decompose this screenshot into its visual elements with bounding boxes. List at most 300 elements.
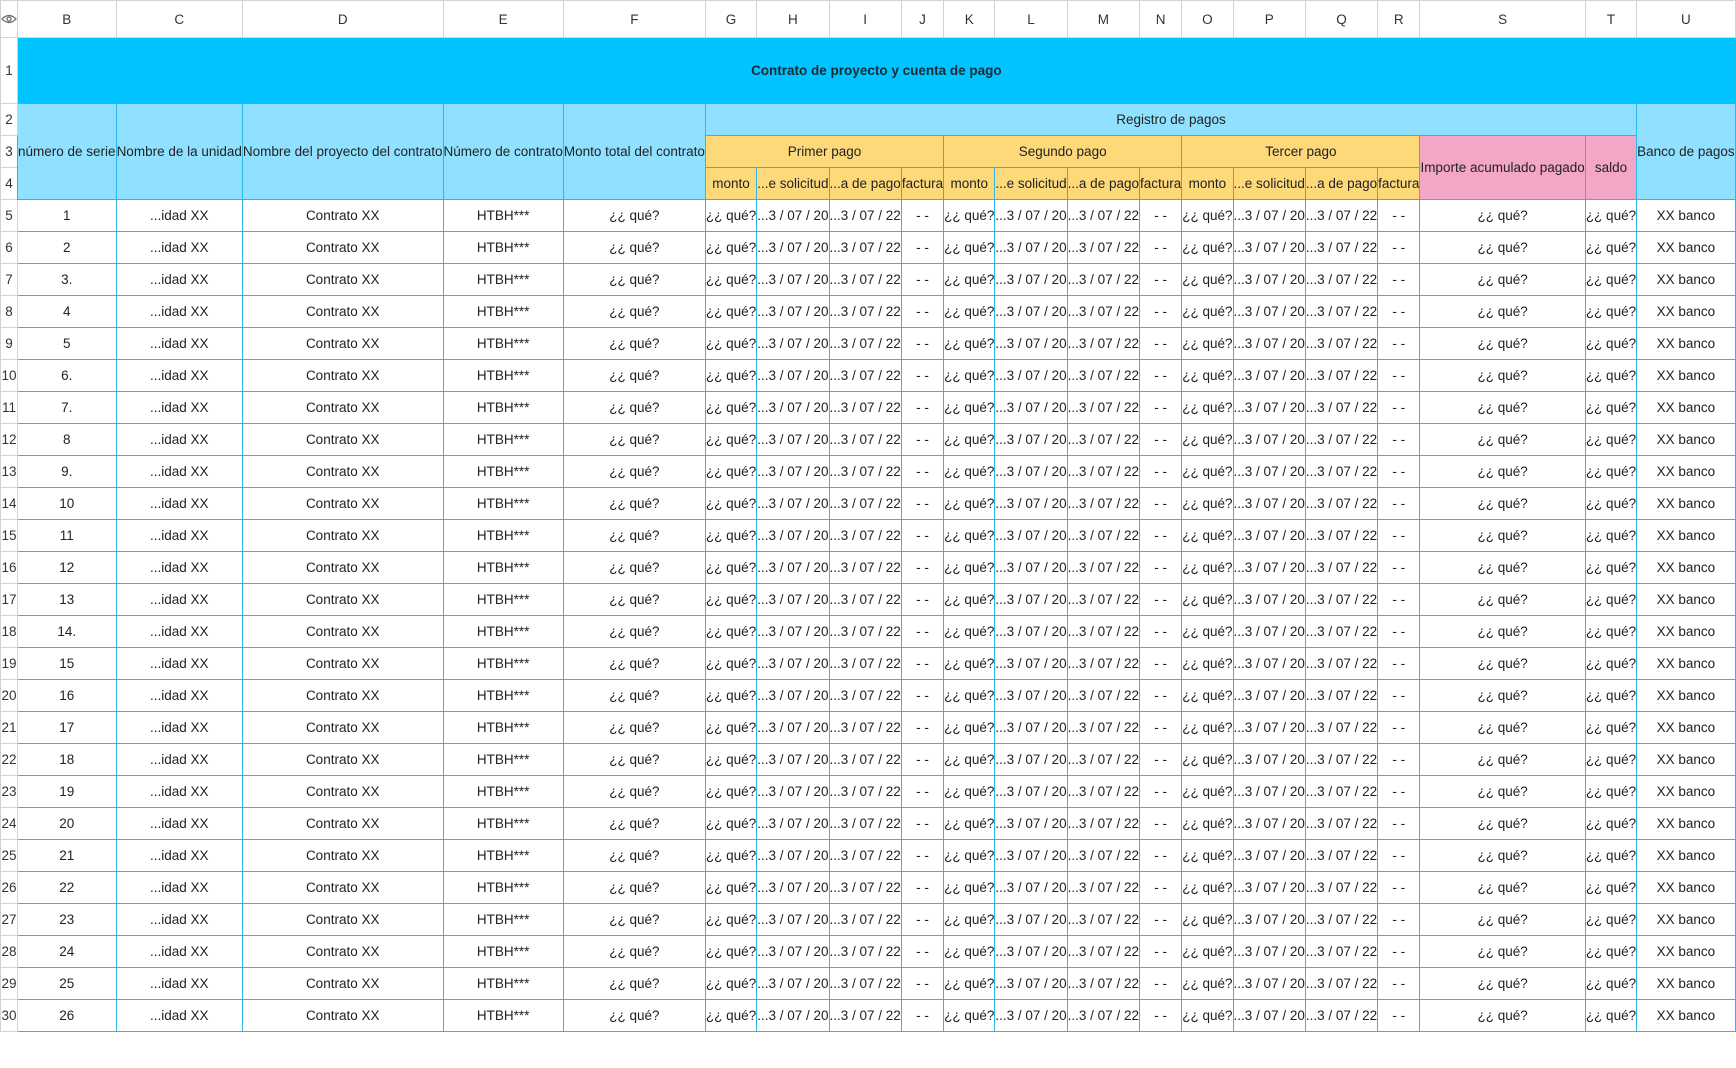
cell-serial[interactable]: 8 — [18, 424, 117, 456]
cell-bank[interactable]: XX banco — [1637, 584, 1736, 616]
column-header[interactable]: T — [1585, 1, 1636, 38]
cell-third-amount[interactable]: ¿¿ qué? — [1182, 392, 1233, 424]
cell-accumulated-paid[interactable]: ¿¿ qué? — [1420, 1000, 1585, 1032]
cell-first-payment-date[interactable]: ...3 / 07 / 22 — [829, 552, 901, 584]
cell-total-amount[interactable]: ¿¿ qué? — [563, 456, 705, 488]
cell-second-invoice[interactable]: - - — [1139, 776, 1181, 808]
cell-project-name[interactable]: Contrato XX — [242, 872, 443, 904]
cell-serial[interactable]: 21 — [18, 840, 117, 872]
cell-bank[interactable]: XX banco — [1637, 680, 1736, 712]
cell-first-invoice[interactable]: - - — [901, 872, 943, 904]
cell-accumulated-paid[interactable]: ¿¿ qué? — [1420, 648, 1585, 680]
column-header[interactable]: F — [563, 1, 705, 38]
cell-bank[interactable]: XX banco — [1637, 232, 1736, 264]
row-header[interactable]: 25 — [1, 840, 18, 872]
cell-contract-number[interactable]: HTBH*** — [443, 840, 563, 872]
cell-first-invoice[interactable]: - - — [901, 808, 943, 840]
cell-total-amount[interactable]: ¿¿ qué? — [563, 968, 705, 1000]
cell-bank[interactable]: XX banco — [1637, 360, 1736, 392]
cell-second-payment-date[interactable]: ...3 / 07 / 22 — [1067, 584, 1139, 616]
cell-unit-name[interactable]: ...idad XX — [116, 776, 242, 808]
header-first-payment[interactable]: Primer pago — [705, 136, 943, 168]
cell-second-invoice[interactable]: - - — [1139, 200, 1181, 232]
cell-total-amount[interactable]: ¿¿ qué? — [563, 680, 705, 712]
cell-third-payment-date[interactable]: ...3 / 07 / 22 — [1305, 232, 1377, 264]
cell-contract-number[interactable]: HTBH*** — [443, 1000, 563, 1032]
cell-second-payment-date[interactable]: ...3 / 07 / 22 — [1067, 968, 1139, 1000]
cell-second-amount[interactable]: ¿¿ qué? — [944, 392, 995, 424]
cell-first-request-date[interactable]: ...3 / 07 / 20 — [757, 872, 829, 904]
cell-third-request-date[interactable]: ...3 / 07 / 20 — [1233, 968, 1305, 1000]
cell-third-request-date[interactable]: ...3 / 07 / 20 — [1233, 296, 1305, 328]
cell-accumulated-paid[interactable]: ¿¿ qué? — [1420, 552, 1585, 584]
cell-unit-name[interactable]: ...idad XX — [116, 840, 242, 872]
column-header[interactable]: U — [1637, 1, 1736, 38]
cell-second-invoice[interactable]: - - — [1139, 680, 1181, 712]
cell-second-request-date[interactable]: ...3 / 07 / 20 — [995, 776, 1067, 808]
cell-balance[interactable]: ¿¿ qué? — [1585, 840, 1636, 872]
cell-balance[interactable]: ¿¿ qué? — [1585, 200, 1636, 232]
cell-second-request-date[interactable]: ...3 / 07 / 20 — [995, 936, 1067, 968]
row-header[interactable]: 15 — [1, 520, 18, 552]
cell-serial[interactable]: 10 — [18, 488, 117, 520]
cell-first-request-date[interactable]: ...3 / 07 / 20 — [757, 360, 829, 392]
cell-second-amount[interactable]: ¿¿ qué? — [944, 904, 995, 936]
cell-bank[interactable]: XX banco — [1637, 712, 1736, 744]
cell-first-invoice[interactable]: - - — [901, 456, 943, 488]
cell-third-payment-date[interactable]: ...3 / 07 / 22 — [1305, 904, 1377, 936]
row-header[interactable]: 2 — [1, 104, 18, 136]
cell-unit-name[interactable]: ...idad XX — [116, 744, 242, 776]
row-header[interactable]: 14 — [1, 488, 18, 520]
cell-total-amount[interactable]: ¿¿ qué? — [563, 584, 705, 616]
cell-project-name[interactable]: Contrato XX — [242, 584, 443, 616]
cell-total-amount[interactable]: ¿¿ qué? — [563, 936, 705, 968]
header-sub-invoice[interactable]: factura — [1139, 168, 1181, 200]
cell-third-amount[interactable]: ¿¿ qué? — [1182, 232, 1233, 264]
cell-balance[interactable]: ¿¿ qué? — [1585, 744, 1636, 776]
header-sub-payment-date[interactable]: ...a de pago — [829, 168, 901, 200]
cell-balance[interactable]: ¿¿ qué? — [1585, 328, 1636, 360]
cell-second-invoice[interactable]: - - — [1139, 360, 1181, 392]
cell-first-invoice[interactable]: - - — [901, 488, 943, 520]
cell-serial[interactable]: 4 — [18, 296, 117, 328]
cell-third-payment-date[interactable]: ...3 / 07 / 22 — [1305, 872, 1377, 904]
cell-first-invoice[interactable]: - - — [901, 232, 943, 264]
cell-first-request-date[interactable]: ...3 / 07 / 20 — [757, 840, 829, 872]
cell-second-request-date[interactable]: ...3 / 07 / 20 — [995, 808, 1067, 840]
header-third-payment[interactable]: Tercer pago — [1182, 136, 1420, 168]
header-contract-number[interactable]: Número de contrato — [443, 104, 563, 200]
cell-balance[interactable]: ¿¿ qué? — [1585, 392, 1636, 424]
cell-first-amount[interactable]: ¿¿ qué? — [705, 424, 756, 456]
cell-serial[interactable]: 15 — [18, 648, 117, 680]
row-header[interactable]: 19 — [1, 648, 18, 680]
cell-third-amount[interactable]: ¿¿ qué? — [1182, 456, 1233, 488]
cell-accumulated-paid[interactable]: ¿¿ qué? — [1420, 488, 1585, 520]
column-header[interactable]: D — [242, 1, 443, 38]
column-header[interactable]: B — [18, 1, 117, 38]
cell-total-amount[interactable]: ¿¿ qué? — [563, 904, 705, 936]
cell-first-amount[interactable]: ¿¿ qué? — [705, 872, 756, 904]
cell-contract-number[interactable]: HTBH*** — [443, 488, 563, 520]
row-header[interactable]: 21 — [1, 712, 18, 744]
cell-balance[interactable]: ¿¿ qué? — [1585, 232, 1636, 264]
column-header[interactable]: E — [443, 1, 563, 38]
cell-accumulated-paid[interactable]: ¿¿ qué? — [1420, 872, 1585, 904]
cell-third-invoice[interactable]: - - — [1378, 488, 1420, 520]
row-header[interactable]: 16 — [1, 552, 18, 584]
cell-total-amount[interactable]: ¿¿ qué? — [563, 872, 705, 904]
column-header[interactable]: O — [1182, 1, 1233, 38]
row-header[interactable]: 20 — [1, 680, 18, 712]
cell-balance[interactable]: ¿¿ qué? — [1585, 936, 1636, 968]
cell-third-amount[interactable]: ¿¿ qué? — [1182, 360, 1233, 392]
cell-third-invoice[interactable]: - - — [1378, 424, 1420, 456]
cell-first-payment-date[interactable]: ...3 / 07 / 22 — [829, 616, 901, 648]
cell-bank[interactable]: XX banco — [1637, 456, 1736, 488]
cell-balance[interactable]: ¿¿ qué? — [1585, 360, 1636, 392]
row-header[interactable]: 27 — [1, 904, 18, 936]
cell-contract-number[interactable]: HTBH*** — [443, 936, 563, 968]
header-sub-amount[interactable]: monto — [705, 168, 756, 200]
cell-first-invoice[interactable]: - - — [901, 200, 943, 232]
cell-first-invoice[interactable]: - - — [901, 520, 943, 552]
cell-third-request-date[interactable]: ...3 / 07 / 20 — [1233, 904, 1305, 936]
select-all-corner[interactable] — [1, 1, 18, 38]
cell-third-invoice[interactable]: - - — [1378, 520, 1420, 552]
cell-third-amount[interactable]: ¿¿ qué? — [1182, 616, 1233, 648]
cell-second-amount[interactable]: ¿¿ qué? — [944, 456, 995, 488]
cell-unit-name[interactable]: ...idad XX — [116, 200, 242, 232]
cell-first-amount[interactable]: ¿¿ qué? — [705, 712, 756, 744]
cell-first-amount[interactable]: ¿¿ qué? — [705, 264, 756, 296]
cell-first-request-date[interactable]: ...3 / 07 / 20 — [757, 648, 829, 680]
cell-first-request-date[interactable]: ...3 / 07 / 20 — [757, 584, 829, 616]
cell-contract-number[interactable]: HTBH*** — [443, 200, 563, 232]
cell-third-payment-date[interactable]: ...3 / 07 / 22 — [1305, 584, 1377, 616]
cell-second-amount[interactable]: ¿¿ qué? — [944, 232, 995, 264]
cell-third-invoice[interactable]: - - — [1378, 200, 1420, 232]
cell-contract-number[interactable]: HTBH*** — [443, 968, 563, 1000]
cell-second-request-date[interactable]: ...3 / 07 / 20 — [995, 680, 1067, 712]
cell-bank[interactable]: XX banco — [1637, 328, 1736, 360]
cell-serial[interactable]: 24 — [18, 936, 117, 968]
cell-first-payment-date[interactable]: ...3 / 07 / 22 — [829, 744, 901, 776]
cell-bank[interactable]: XX banco — [1637, 488, 1736, 520]
cell-total-amount[interactable]: ¿¿ qué? — [563, 1000, 705, 1032]
cell-second-request-date[interactable]: ...3 / 07 / 20 — [995, 488, 1067, 520]
cell-contract-number[interactable]: HTBH*** — [443, 424, 563, 456]
cell-second-invoice[interactable]: - - — [1139, 712, 1181, 744]
cell-first-amount[interactable]: ¿¿ qué? — [705, 520, 756, 552]
cell-total-amount[interactable]: ¿¿ qué? — [563, 616, 705, 648]
cell-first-amount[interactable]: ¿¿ qué? — [705, 200, 756, 232]
cell-unit-name[interactable]: ...idad XX — [116, 264, 242, 296]
row-header[interactable]: 24 — [1, 808, 18, 840]
cell-first-invoice[interactable]: - - — [901, 296, 943, 328]
cell-bank[interactable]: XX banco — [1637, 424, 1736, 456]
cell-second-request-date[interactable]: ...3 / 07 / 20 — [995, 424, 1067, 456]
cell-first-invoice[interactable]: - - — [901, 584, 943, 616]
cell-third-payment-date[interactable]: ...3 / 07 / 22 — [1305, 776, 1377, 808]
cell-project-name[interactable]: Contrato XX — [242, 520, 443, 552]
cell-third-request-date[interactable]: ...3 / 07 / 20 — [1233, 360, 1305, 392]
cell-accumulated-paid[interactable]: ¿¿ qué? — [1420, 264, 1585, 296]
cell-accumulated-paid[interactable]: ¿¿ qué? — [1420, 328, 1585, 360]
cell-third-request-date[interactable]: ...3 / 07 / 20 — [1233, 392, 1305, 424]
cell-balance[interactable]: ¿¿ qué? — [1585, 296, 1636, 328]
cell-second-request-date[interactable]: ...3 / 07 / 20 — [995, 200, 1067, 232]
cell-balance[interactable]: ¿¿ qué? — [1585, 584, 1636, 616]
cell-total-amount[interactable]: ¿¿ qué? — [563, 328, 705, 360]
cell-third-request-date[interactable]: ...3 / 07 / 20 — [1233, 200, 1305, 232]
cell-first-request-date[interactable]: ...3 / 07 / 20 — [757, 456, 829, 488]
cell-balance[interactable]: ¿¿ qué? — [1585, 1000, 1636, 1032]
cell-first-invoice[interactable]: - - — [901, 840, 943, 872]
cell-second-request-date[interactable]: ...3 / 07 / 20 — [995, 872, 1067, 904]
cell-second-request-date[interactable]: ...3 / 07 / 20 — [995, 712, 1067, 744]
cell-second-payment-date[interactable]: ...3 / 07 / 22 — [1067, 776, 1139, 808]
cell-third-payment-date[interactable]: ...3 / 07 / 22 — [1305, 616, 1377, 648]
cell-second-invoice[interactable]: - - — [1139, 424, 1181, 456]
cell-third-invoice[interactable]: - - — [1378, 968, 1420, 1000]
cell-first-payment-date[interactable]: ...3 / 07 / 22 — [829, 680, 901, 712]
cell-unit-name[interactable]: ...idad XX — [116, 712, 242, 744]
cell-first-payment-date[interactable]: ...3 / 07 / 22 — [829, 1000, 901, 1032]
cell-second-payment-date[interactable]: ...3 / 07 / 22 — [1067, 680, 1139, 712]
header-sub-payment-date[interactable]: ...a de pago — [1067, 168, 1139, 200]
cell-second-payment-date[interactable]: ...3 / 07 / 22 — [1067, 296, 1139, 328]
cell-third-payment-date[interactable]: ...3 / 07 / 22 — [1305, 648, 1377, 680]
cell-unit-name[interactable]: ...idad XX — [116, 680, 242, 712]
cell-balance[interactable]: ¿¿ qué? — [1585, 456, 1636, 488]
cell-third-amount[interactable]: ¿¿ qué? — [1182, 968, 1233, 1000]
column-header[interactable]: S — [1420, 1, 1585, 38]
cell-third-amount[interactable]: ¿¿ qué? — [1182, 648, 1233, 680]
cell-third-invoice[interactable]: - - — [1378, 616, 1420, 648]
cell-first-payment-date[interactable]: ...3 / 07 / 22 — [829, 584, 901, 616]
cell-accumulated-paid[interactable]: ¿¿ qué? — [1420, 936, 1585, 968]
cell-third-amount[interactable]: ¿¿ qué? — [1182, 264, 1233, 296]
cell-second-invoice[interactable]: - - — [1139, 840, 1181, 872]
cell-total-amount[interactable]: ¿¿ qué? — [563, 840, 705, 872]
cell-second-amount[interactable]: ¿¿ qué? — [944, 424, 995, 456]
cell-first-invoice[interactable]: - - — [901, 392, 943, 424]
cell-second-amount[interactable]: ¿¿ qué? — [944, 616, 995, 648]
cell-first-invoice[interactable]: - - — [901, 968, 943, 1000]
cell-project-name[interactable]: Contrato XX — [242, 360, 443, 392]
header-balance[interactable]: saldo — [1585, 136, 1636, 200]
cell-third-invoice[interactable]: - - — [1378, 648, 1420, 680]
cell-bank[interactable]: XX banco — [1637, 776, 1736, 808]
cell-second-invoice[interactable]: - - — [1139, 296, 1181, 328]
cell-serial[interactable]: 2 — [18, 232, 117, 264]
cell-first-invoice[interactable]: - - — [901, 648, 943, 680]
cell-first-payment-date[interactable]: ...3 / 07 / 22 — [829, 424, 901, 456]
cell-second-request-date[interactable]: ...3 / 07 / 20 — [995, 616, 1067, 648]
cell-unit-name[interactable]: ...idad XX — [116, 392, 242, 424]
cell-balance[interactable]: ¿¿ qué? — [1585, 648, 1636, 680]
cell-first-request-date[interactable]: ...3 / 07 / 20 — [757, 744, 829, 776]
cell-unit-name[interactable]: ...idad XX — [116, 456, 242, 488]
cell-third-amount[interactable]: ¿¿ qué? — [1182, 904, 1233, 936]
cell-first-request-date[interactable]: ...3 / 07 / 20 — [757, 808, 829, 840]
cell-serial[interactable]: 16 — [18, 680, 117, 712]
header-payment-record[interactable]: Registro de pagos — [705, 104, 1636, 136]
cell-second-payment-date[interactable]: ...3 / 07 / 22 — [1067, 744, 1139, 776]
cell-project-name[interactable]: Contrato XX — [242, 552, 443, 584]
cell-unit-name[interactable]: ...idad XX — [116, 232, 242, 264]
cell-third-request-date[interactable]: ...3 / 07 / 20 — [1233, 680, 1305, 712]
header-sub-request-date[interactable]: ...e solicitud — [1233, 168, 1305, 200]
cell-bank[interactable]: XX banco — [1637, 1000, 1736, 1032]
cell-second-amount[interactable]: ¿¿ qué? — [944, 808, 995, 840]
cell-third-request-date[interactable]: ...3 / 07 / 20 — [1233, 232, 1305, 264]
cell-third-amount[interactable]: ¿¿ qué? — [1182, 680, 1233, 712]
cell-second-payment-date[interactable]: ...3 / 07 / 22 — [1067, 1000, 1139, 1032]
cell-third-request-date[interactable]: ...3 / 07 / 20 — [1233, 776, 1305, 808]
cell-second-invoice[interactable]: - - — [1139, 328, 1181, 360]
row-header[interactable]: 28 — [1, 936, 18, 968]
header-second-payment[interactable]: Segundo pago — [944, 136, 1182, 168]
cell-project-name[interactable]: Contrato XX — [242, 488, 443, 520]
cell-serial[interactable]: 11 — [18, 520, 117, 552]
cell-second-invoice[interactable]: - - — [1139, 616, 1181, 648]
cell-third-payment-date[interactable]: ...3 / 07 / 22 — [1305, 488, 1377, 520]
cell-contract-number[interactable]: HTBH*** — [443, 584, 563, 616]
cell-first-invoice[interactable]: - - — [901, 776, 943, 808]
row-header[interactable]: 30 — [1, 1000, 18, 1032]
header-sub-request-date[interactable]: ...e solicitud — [757, 168, 829, 200]
cell-balance[interactable]: ¿¿ qué? — [1585, 520, 1636, 552]
cell-total-amount[interactable]: ¿¿ qué? — [563, 776, 705, 808]
cell-third-payment-date[interactable]: ...3 / 07 / 22 — [1305, 392, 1377, 424]
cell-project-name[interactable]: Contrato XX — [242, 776, 443, 808]
cell-second-amount[interactable]: ¿¿ qué? — [944, 360, 995, 392]
row-header[interactable]: 4 — [1, 168, 18, 200]
cell-third-request-date[interactable]: ...3 / 07 / 20 — [1233, 808, 1305, 840]
cell-second-request-date[interactable]: ...3 / 07 / 20 — [995, 456, 1067, 488]
column-header[interactable]: Q — [1305, 1, 1377, 38]
cell-third-invoice[interactable]: - - — [1378, 1000, 1420, 1032]
cell-contract-number[interactable]: HTBH*** — [443, 296, 563, 328]
cell-second-request-date[interactable]: ...3 / 07 / 20 — [995, 328, 1067, 360]
cell-third-invoice[interactable]: - - — [1378, 840, 1420, 872]
cell-serial[interactable]: 17 — [18, 712, 117, 744]
cell-second-payment-date[interactable]: ...3 / 07 / 22 — [1067, 360, 1139, 392]
column-header[interactable]: I — [829, 1, 901, 38]
row-header[interactable]: 17 — [1, 584, 18, 616]
cell-third-amount[interactable]: ¿¿ qué? — [1182, 712, 1233, 744]
cell-second-amount[interactable]: ¿¿ qué? — [944, 744, 995, 776]
cell-accumulated-paid[interactable]: ¿¿ qué? — [1420, 424, 1585, 456]
cell-contract-number[interactable]: HTBH*** — [443, 744, 563, 776]
cell-unit-name[interactable]: ...idad XX — [116, 616, 242, 648]
cell-second-payment-date[interactable]: ...3 / 07 / 22 — [1067, 552, 1139, 584]
cell-second-amount[interactable]: ¿¿ qué? — [944, 264, 995, 296]
cell-second-amount[interactable]: ¿¿ qué? — [944, 968, 995, 1000]
cell-first-invoice[interactable]: - - — [901, 712, 943, 744]
cell-total-amount[interactable]: ¿¿ qué? — [563, 520, 705, 552]
cell-second-invoice[interactable]: - - — [1139, 648, 1181, 680]
cell-third-request-date[interactable]: ...3 / 07 / 20 — [1233, 264, 1305, 296]
cell-first-payment-date[interactable]: ...3 / 07 / 22 — [829, 808, 901, 840]
cell-first-payment-date[interactable]: ...3 / 07 / 22 — [829, 712, 901, 744]
cell-third-invoice[interactable]: - - — [1378, 680, 1420, 712]
cell-contract-number[interactable]: HTBH*** — [443, 552, 563, 584]
cell-third-amount[interactable]: ¿¿ qué? — [1182, 872, 1233, 904]
cell-project-name[interactable]: Contrato XX — [242, 712, 443, 744]
cell-bank[interactable]: XX banco — [1637, 200, 1736, 232]
row-header[interactable]: 6 — [1, 232, 18, 264]
cell-first-payment-date[interactable]: ...3 / 07 / 22 — [829, 392, 901, 424]
cell-contract-number[interactable]: HTBH*** — [443, 680, 563, 712]
cell-total-amount[interactable]: ¿¿ qué? — [563, 392, 705, 424]
cell-third-invoice[interactable]: - - — [1378, 360, 1420, 392]
cell-second-payment-date[interactable]: ...3 / 07 / 22 — [1067, 648, 1139, 680]
cell-serial[interactable]: 14. — [18, 616, 117, 648]
cell-accumulated-paid[interactable]: ¿¿ qué? — [1420, 904, 1585, 936]
cell-serial[interactable]: 12 — [18, 552, 117, 584]
cell-second-invoice[interactable]: - - — [1139, 264, 1181, 296]
cell-serial[interactable]: 23 — [18, 904, 117, 936]
cell-second-payment-date[interactable]: ...3 / 07 / 22 — [1067, 808, 1139, 840]
row-header[interactable]: 11 — [1, 392, 18, 424]
cell-third-request-date[interactable]: ...3 / 07 / 20 — [1233, 744, 1305, 776]
cell-second-request-date[interactable]: ...3 / 07 / 20 — [995, 360, 1067, 392]
cell-bank[interactable]: XX banco — [1637, 744, 1736, 776]
cell-balance[interactable]: ¿¿ qué? — [1585, 264, 1636, 296]
cell-second-payment-date[interactable]: ...3 / 07 / 22 — [1067, 264, 1139, 296]
cell-first-payment-date[interactable]: ...3 / 07 / 22 — [829, 840, 901, 872]
cell-unit-name[interactable]: ...idad XX — [116, 360, 242, 392]
cell-total-amount[interactable]: ¿¿ qué? — [563, 360, 705, 392]
cell-balance[interactable]: ¿¿ qué? — [1585, 552, 1636, 584]
cell-accumulated-paid[interactable]: ¿¿ qué? — [1420, 840, 1585, 872]
cell-first-request-date[interactable]: ...3 / 07 / 20 — [757, 552, 829, 584]
cell-second-payment-date[interactable]: ...3 / 07 / 22 — [1067, 328, 1139, 360]
cell-first-request-date[interactable]: ...3 / 07 / 20 — [757, 776, 829, 808]
cell-balance[interactable]: ¿¿ qué? — [1585, 424, 1636, 456]
cell-second-payment-date[interactable]: ...3 / 07 / 22 — [1067, 616, 1139, 648]
cell-first-request-date[interactable]: ...3 / 07 / 20 — [757, 520, 829, 552]
cell-total-amount[interactable]: ¿¿ qué? — [563, 648, 705, 680]
cell-serial[interactable]: 26 — [18, 1000, 117, 1032]
cell-total-amount[interactable]: ¿¿ qué? — [563, 296, 705, 328]
cell-third-payment-date[interactable]: ...3 / 07 / 22 — [1305, 968, 1377, 1000]
header-sub-request-date[interactable]: ...e solicitud — [995, 168, 1067, 200]
cell-project-name[interactable]: Contrato XX — [242, 744, 443, 776]
cell-second-invoice[interactable]: - - — [1139, 392, 1181, 424]
cell-balance[interactable]: ¿¿ qué? — [1585, 904, 1636, 936]
cell-second-request-date[interactable]: ...3 / 07 / 20 — [995, 552, 1067, 584]
cell-unit-name[interactable]: ...idad XX — [116, 648, 242, 680]
cell-second-request-date[interactable]: ...3 / 07 / 20 — [995, 648, 1067, 680]
cell-accumulated-paid[interactable]: ¿¿ qué? — [1420, 520, 1585, 552]
cell-contract-number[interactable]: HTBH*** — [443, 520, 563, 552]
cell-first-payment-date[interactable]: ...3 / 07 / 22 — [829, 200, 901, 232]
cell-third-request-date[interactable]: ...3 / 07 / 20 — [1233, 520, 1305, 552]
header-sub-payment-date[interactable]: ...a de pago — [1305, 168, 1377, 200]
cell-first-payment-date[interactable]: ...3 / 07 / 22 — [829, 520, 901, 552]
cell-balance[interactable]: ¿¿ qué? — [1585, 968, 1636, 1000]
cell-third-invoice[interactable]: - - — [1378, 808, 1420, 840]
cell-second-payment-date[interactable]: ...3 / 07 / 22 — [1067, 392, 1139, 424]
cell-first-request-date[interactable]: ...3 / 07 / 20 — [757, 616, 829, 648]
cell-second-payment-date[interactable]: ...3 / 07 / 22 — [1067, 904, 1139, 936]
cell-first-amount[interactable]: ¿¿ qué? — [705, 360, 756, 392]
